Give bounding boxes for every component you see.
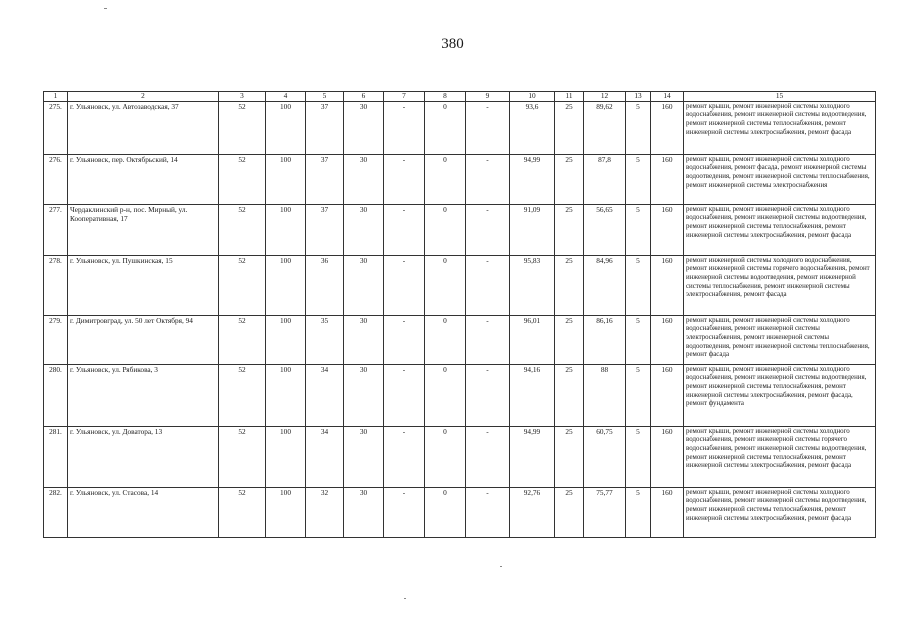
value-cell-7: - [384,204,425,255]
value-cell-3: 52 [219,101,266,154]
value-cell-5: 37 [306,204,344,255]
value-cell-4: 100 [266,255,306,315]
row-number-cell: 275. [44,101,68,154]
value-cell-7: - [384,487,425,537]
value-cell-8: 0 [425,255,466,315]
value-cell-9: - [466,204,510,255]
value-cell-12: 84,96 [584,255,626,315]
value-cell-6: 30 [344,255,384,315]
scan-speck [500,566,502,567]
value-cell-6: 30 [344,204,384,255]
value-cell-6: 30 [344,101,384,154]
value-cell-9: - [466,426,510,487]
value-cell-3: 52 [219,426,266,487]
works-list-cell: ремонт крыши, ремонт инженерной системы холодного водоснабжения, ремонт инженерной системы электроснабжения, ремонт инженерной системы водоотведения, ремонт инженерной системы теплоснабжения, ремонт фасада [684,315,876,364]
table-row [44,315,876,364]
value-cell-13: 5 [626,364,651,426]
column-header: 9 [466,92,510,102]
works-list-cell: ремонт крыши, ремонт инженерной системы холодного водоснабжения, ремонт инженерной системы водоотведения, ремонт инженерной системы теплоснабжения, ремонт инженерной системы электроснабжения, ремонт фасада [684,101,876,154]
value-cell-9: - [466,154,510,204]
works-list-cell: ремонт крыши, ремонт инженерной системы холодного водоснабжения, ремонт инженерной системы водоотведения, ремонт инженерной системы теплоснабжения, ремонт инженерной системы электроснабжения, ремонт фасада, ремонт фундамента [684,364,876,426]
value-cell-5: 34 [306,364,344,426]
column-header: 12 [584,92,626,102]
value-cell-14: 160 [651,154,684,204]
address-cell: г. Ульяновск, ул. Рябикова, 3 [68,364,219,426]
value-cell-5: 37 [306,154,344,204]
column-header: 3 [219,92,266,102]
value-cell-13: 5 [626,315,651,364]
value-cell-11: 25 [555,154,584,204]
column-header: 4 [266,92,306,102]
value-cell-7: - [384,315,425,364]
value-cell-13: 5 [626,255,651,315]
value-cell-5: 37 [306,101,344,154]
table-row [44,487,876,537]
value-cell-9: - [466,255,510,315]
value-cell-9: - [466,487,510,537]
column-header: 13 [626,92,651,102]
value-cell-13: 5 [626,154,651,204]
value-cell-7: - [384,364,425,426]
value-cell-4: 100 [266,315,306,364]
value-cell-9: - [466,364,510,426]
page-number: 380 [441,36,464,52]
value-cell-10: 94,99 [510,154,555,204]
value-cell-8: 0 [425,487,466,537]
value-cell-13: 5 [626,426,651,487]
value-cell-10: 95,83 [510,255,555,315]
value-cell-14: 160 [651,204,684,255]
value-cell-7: - [384,255,425,315]
value-cell-9: - [466,315,510,364]
value-cell-6: 30 [344,487,384,537]
value-cell-5: 35 [306,315,344,364]
value-cell-5: 36 [306,255,344,315]
value-cell-10: 94,99 [510,426,555,487]
value-cell-4: 100 [266,204,306,255]
address-cell: г. Ульяновск, ул. Пушкинская, 15 [68,255,219,315]
value-cell-8: 0 [425,315,466,364]
value-cell-3: 52 [219,364,266,426]
value-cell-11: 25 [555,426,584,487]
value-cell-10: 92,76 [510,487,555,537]
value-cell-3: 52 [219,315,266,364]
value-cell-8: 0 [425,426,466,487]
row-number-cell: 276. [44,154,68,204]
value-cell-3: 52 [219,204,266,255]
row-number-cell: 277. [44,204,68,255]
value-cell-12: 75,77 [584,487,626,537]
value-cell-3: 52 [219,154,266,204]
value-cell-14: 160 [651,487,684,537]
value-cell-5: 34 [306,426,344,487]
address-cell: г. Ульяновск, пер. Октябрьский, 14 [68,154,219,204]
value-cell-12: 86,16 [584,315,626,364]
works-list-cell: ремонт крыши, ремонт инженерной системы холодного водоснабжения, ремонт инженерной системы горячего водоснабжения, ремонт инженерной системы водоотведения, ремонт инженерной системы теплоснабжения, ремонт инженерной системы электроснабжения, ремонт фасада [684,426,876,487]
row-number-cell: 281. [44,426,68,487]
address-cell: Чердаклинский р-н, пос. Мирный, ул. Кооперативная, 17 [68,204,219,255]
row-number-cell: 282. [44,487,68,537]
table-row [44,364,876,426]
scan-speck [104,8,107,9]
table-row [44,426,876,487]
works-list-cell: ремонт крыши, ремонт инженерной системы холодного водоснабжения, ремонт инженерной системы водоотведения, ремонт инженерной системы теплоснабжения, ремонт инженерной системы электроснабжения, ремонт фасада [684,487,876,537]
scan-speck [404,598,406,599]
value-cell-8: 0 [425,204,466,255]
address-cell: г. Ульяновск, ул. Стасова, 14 [68,487,219,537]
table-row [44,101,876,154]
column-header: 8 [425,92,466,102]
value-cell-12: 89,62 [584,101,626,154]
value-cell-13: 5 [626,487,651,537]
column-header: 5 [306,92,344,102]
column-header: 7 [384,92,425,102]
value-cell-11: 25 [555,101,584,154]
value-cell-4: 100 [266,101,306,154]
value-cell-10: 93,6 [510,101,555,154]
works-list-cell: ремонт крыши, ремонт инженерной системы холодного водоснабжения, ремонт инженерной системы водоотведения, ремонт инженерной системы теплоснабжения, ремонт инженерной системы электроснабжения, ремонт фасада [684,204,876,255]
value-cell-7: - [384,154,425,204]
value-cell-12: 87,8 [584,154,626,204]
works-list-cell: ремонт инженерной системы холодного водоснабжения, ремонт инженерной системы горячего водоснабжения, ремонт инженерной системы водоотведения, ремонт инженерной системы теплоснабжения, ремонт инженерной системы электроснабжения, ремонт фасада [684,255,876,315]
value-cell-3: 52 [219,487,266,537]
column-header: 15 [684,92,876,102]
table-row [44,255,876,315]
value-cell-6: 30 [344,364,384,426]
value-cell-14: 160 [651,255,684,315]
works-list-cell: ремонт крыши, ремонт инженерной системы холодного водоснабжения, ремонт фасада, ремонт инженерной системы водоотведения, ремонт инженерной системы теплоснабжения, ремонт инженерной системы электроснабжения [684,154,876,204]
column-header: 1 [44,92,68,102]
address-cell: г. Ульяновск, ул. Автозаводская, 37 [68,101,219,154]
value-cell-10: 94,16 [510,364,555,426]
value-cell-12: 88 [584,364,626,426]
value-cell-10: 96,01 [510,315,555,364]
value-cell-7: - [384,101,425,154]
column-header: 10 [510,92,555,102]
repair-registry-table [43,91,876,538]
column-header: 11 [555,92,584,102]
value-cell-7: - [384,426,425,487]
value-cell-4: 100 [266,426,306,487]
value-cell-12: 60,75 [584,426,626,487]
value-cell-6: 30 [344,315,384,364]
value-cell-11: 25 [555,255,584,315]
value-cell-14: 160 [651,101,684,154]
column-header: 14 [651,92,684,102]
value-cell-8: 0 [425,364,466,426]
table-row [44,154,876,204]
row-number-cell: 280. [44,364,68,426]
value-cell-13: 5 [626,204,651,255]
address-cell: г. Ульяновск, ул. Доватора, 13 [68,426,219,487]
value-cell-8: 0 [425,154,466,204]
value-cell-8: 0 [425,101,466,154]
row-number-cell: 278. [44,255,68,315]
column-header: 6 [344,92,384,102]
header-row [44,92,876,102]
value-cell-14: 160 [651,315,684,364]
table-row [44,204,876,255]
value-cell-9: - [466,101,510,154]
value-cell-6: 30 [344,154,384,204]
value-cell-5: 32 [306,487,344,537]
column-header: 2 [68,92,219,102]
value-cell-11: 25 [555,204,584,255]
value-cell-14: 160 [651,364,684,426]
value-cell-3: 52 [219,255,266,315]
value-cell-14: 160 [651,426,684,487]
value-cell-11: 25 [555,364,584,426]
value-cell-13: 5 [626,101,651,154]
value-cell-4: 100 [266,154,306,204]
value-cell-12: 56,65 [584,204,626,255]
address-cell: г. Димитровград, ул. 50 лет Октября, 94 [68,315,219,364]
value-cell-10: 91,09 [510,204,555,255]
value-cell-11: 25 [555,487,584,537]
value-cell-4: 100 [266,364,306,426]
value-cell-11: 25 [555,315,584,364]
value-cell-6: 30 [344,426,384,487]
row-number-cell: 279. [44,315,68,364]
value-cell-4: 100 [266,487,306,537]
